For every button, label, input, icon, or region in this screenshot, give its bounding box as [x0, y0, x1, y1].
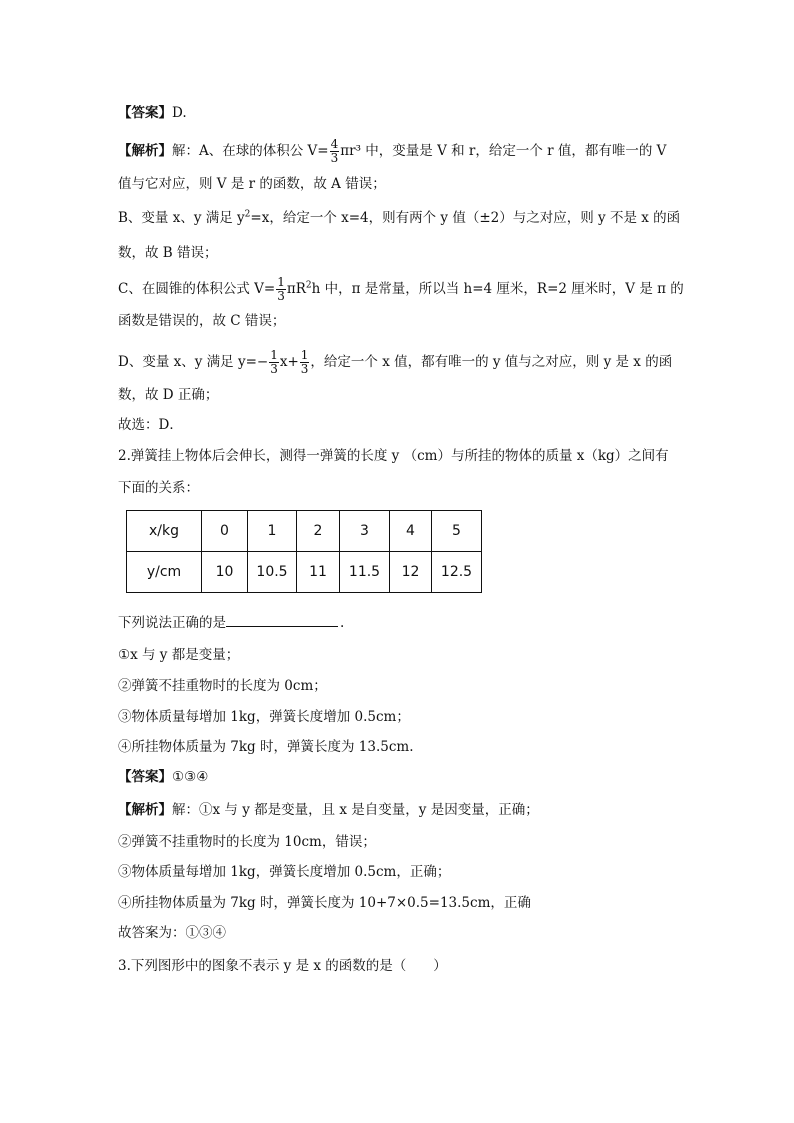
answer-label: 【答案】: [118, 105, 172, 121]
q1-analysis-a-cont: 值与它对应，则 V 是 r 的函数，故 A 错误；: [118, 176, 386, 192]
answer-blank: [226, 612, 338, 627]
analysis-line: ④所挂物体质量为 7kg 时，弹簧长度为 10+7×0.5=13.5cm，正确: [118, 895, 531, 911]
table-cell: 2: [297, 511, 340, 552]
q1-analysis-c-cont: 函数是错误的，故 C 错误；: [118, 313, 286, 329]
fraction: $\frac{4}{3}$: [330, 137, 339, 165]
table-cell: x/kg: [127, 511, 202, 552]
q2-stem-line2: 下面的关系：: [118, 480, 199, 496]
option-item: ①x 与 y 都是变量；: [118, 647, 240, 663]
analysis-line: ②弹簧不挂重物时的长度为 10cm，错误；: [118, 834, 376, 850]
analysis-label: 【解析】: [118, 143, 172, 159]
q1-analysis-d: D、变量 x、y 满足 y=− $\frac{1}{3}$ x+ $\frac{1}{3}$ ，给定一个 x 值，都有唯一的 y 值与之对应，则 y 是 x 的函: [118, 348, 673, 376]
fraction: $\frac{1}{3}$: [270, 348, 278, 376]
table-cell: 11.5: [340, 552, 390, 593]
q2-analysis-line: 【解析】解：①x 与 y 都是变量，且 x 是自变量，y 是因变量，正确；: [118, 802, 539, 818]
q1-analysis-b: B、变量 x、y 满足 $y^2=x$，给定一个 x=4，则有两个 y 值（±2）与之对应，则 y 不是 x 的函: [118, 209, 681, 226]
analysis-label: 【解析】: [118, 802, 172, 818]
fraction: $\frac{1}{3}$: [300, 348, 309, 376]
table-cell: 4: [390, 511, 432, 552]
table-cell: 10.5: [248, 552, 297, 593]
q1-analysis-b-cont: 数，故 B 错误；: [118, 245, 218, 261]
q1-answer-line: [118, 103, 187, 123]
option-item: ②弹簧不挂重物时的长度为 0cm；: [118, 678, 327, 694]
answer-value: ①③④: [172, 769, 209, 785]
table-cell: 0: [202, 511, 248, 552]
q1-analysis-a: 【解析】解：A、在球的体积公 V= $\frac{4}{3}$ πr³ 中，变量是 V 和 r，给定一个 r 值，都有唯一的 V: [118, 137, 667, 165]
table-cell: 5: [432, 511, 482, 552]
table-cell: 10: [202, 552, 248, 593]
q1-analysis-c: C、在圆锥的体积公式 V= $\frac{1}{3}$ $\pi R^2h$ 中，π 是常量，所以当 h=4 厘米，R=2 厘米时，V 是 π 的: [118, 275, 684, 303]
q3-stem: 3.下列图形中的图象不表示 y 是 x 的函数的是（ ）: [118, 958, 447, 974]
table-cell: 3: [340, 511, 390, 552]
q2-stem-line1: 2.弹簧挂上物体后会伸长，测得一弹簧的长度 y （cm）与所挂的物体的质量 x（kg）之间有: [118, 448, 669, 464]
table-cell: y/cm: [127, 552, 202, 593]
q1-choice: 故选：D．: [118, 417, 183, 433]
data-table: [126, 510, 482, 593]
table-row: [127, 552, 482, 593]
option-item: ③物体质量每增加 1kg，弹簧长度增加 0.5cm；: [118, 709, 410, 725]
q2-prompt: 下列说法正确的是 .: [118, 612, 344, 633]
table-cell: 12: [390, 552, 432, 593]
table-cell: 12.5: [432, 552, 482, 593]
option-item: ④所挂物体质量为 7kg 时，弹簧长度为 13.5cm.: [118, 739, 414, 755]
q1-analysis-d-cont: 数，故 D 正确；: [118, 387, 219, 403]
analysis-line: 故答案为：①③④: [118, 925, 226, 941]
analysis-line: ③物体质量每增加 1kg，弹簧长度增加 0.5cm，正确；: [118, 864, 451, 880]
q2-answer-line: [118, 767, 208, 787]
table-cell: 1: [248, 511, 297, 552]
table-row: [127, 511, 482, 552]
fraction: $\frac{1}{3}$: [277, 275, 285, 303]
answer-label: 【答案】: [118, 769, 172, 785]
answer-value: D.: [172, 105, 187, 121]
table-cell: 11: [297, 552, 340, 593]
